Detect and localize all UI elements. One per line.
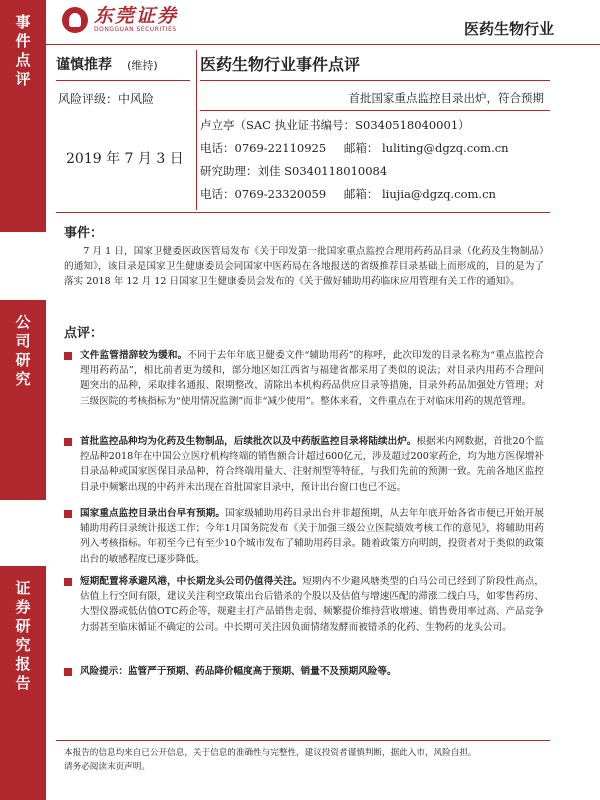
bullet-square-icon [64,578,72,586]
bullet-square-icon [64,668,72,676]
column-divider [196,50,197,210]
report-date: 2019 年 7 月 3 日 [66,151,184,167]
comment-bullet [64,434,544,495]
analyst-email-label: 邮箱： [343,141,379,155]
bullet-lead: 首批监控品种均为化药及生物制品，后续批次以及中药版监控目录将陆续出炉。 [80,436,417,447]
title-divider [200,80,550,81]
event-heading: 事件： [64,226,104,241]
company-logo [62,6,178,33]
report-subtitle: 首批国家重点监控目录出炉，符合预期 [348,91,544,105]
assistant-email-label: 邮箱： [343,187,379,201]
report-title: 医药生物行业事件点评 [200,55,361,74]
logo-name-cn: 东莞证券 [94,5,179,27]
analyst-email[interactable]: luliting@dgzq.com.cn [382,141,509,155]
sidebar-label: 证券研究报告 [13,580,32,694]
analyst-line-1: 卢立亭（SAC 执业证书编号：S0340518040001） [200,118,470,132]
sidebar-block-event-review [0,0,46,232]
comment-bullet [64,664,544,679]
read-notice: 请务必阅读末页声明。 [64,762,150,772]
assistant-email[interactable]: liujia@dgzq.com.cn [382,187,496,201]
bullet-square-icon [64,352,72,360]
bullet-text: 短期内不少避风塘类型的白马公司已经到了阶段性高点，估值上行空间有限，建议关注利空政策出台后错杀的个股以及估值与增速匹配的滞涨二线白马，如零售药房、大型仪器或低估值OTC药企等，规避主打产品销售走弱、频繁提价维持营收增速、销售费用率过高、产品竞争力弱甚至临床循证不确定的公司。中长期可关注因负面情绪发酵而被错杀的化药、生物药的龙头公司。 [80,576,545,633]
logo-icon [62,7,88,33]
disclaimer: 本报告的信息均来自已公开信息，关于信息的准确性与完整性，建议投资者谨慎判断，据此入市，风险自担。 [64,748,477,758]
risk-rating: 风险评级：中风险 [58,92,155,106]
bullet-text: 不同于去年年底卫健委文件“辅助用药”的称呼，此次印发的目录名称为“重点监控合理用药药品”，相比前者更为缓和，部分地区如江西省与福建省都采用了类似的说法；对目录内用药不合理问题突出的品种，采取排名通报、限期整改、清除出本机构药品供应目录等措施，目录外药品加强处方管理；对三级医院的考核指标为“使用情况监测”而非“减少使用”。整体来看，文件重点在于对临床用药的规范管理。 [80,350,544,407]
analyst-contact-2 [200,186,496,202]
footer [64,746,544,774]
info-divider [56,212,550,213]
sidebar-label: 事件点评 [13,14,32,90]
analyst-contact-1 [200,140,509,156]
header [46,0,600,44]
rating-value: 谨慎推荐 [56,57,112,73]
comment-bullet [64,506,544,567]
sidebar-block-securities-report [0,566,46,800]
bullet-square-icon [64,510,72,518]
analyst-phone: 电话：0769-22110925 [200,141,327,155]
bullet-square-icon [64,438,72,446]
bullet-lead: 国家重点监控目录出台早有预期。 [80,508,226,519]
comment-bullet [64,348,544,409]
comment-bullet [64,574,544,635]
rating-divider [56,80,190,81]
bullet-lead: 短期配置将承避风港，中长期龙头公司仍值得关注。 [80,576,303,587]
assistant-phone: 电话：0769-23320059 [200,187,327,201]
header-divider [46,44,600,45]
rating [56,54,158,74]
sidebar-label: 公司研究 [13,314,32,390]
assistant-line: 研究助理：刘佳 S0340118010084 [200,164,388,178]
sidebar [0,0,46,800]
risk-warning: 风险提示：监管严于预期、药品降价幅度高于预期、销量不及预期风险等。 [80,666,397,677]
footer-divider [56,740,550,741]
rating-note: (维持) [127,59,158,72]
bullet-lead: 文件监管措辞较为缓和。 [80,350,188,361]
bullet-text: 国家级辅助用药目录出台并非超预期，从去年年底开始各省市便已开始开展辅助用药目录统计报送工作；今年1月国务院发布《关于加强三级公立医院绩效考核工作的意见》，将辅助用药列入考核指标。年初至今已有至少10个城市发布了辅助用药目录。随着政策方向明朗，投资者对于类似的政策出台的敏感程度已逐步降低。 [80,508,545,565]
subtitle-divider [200,110,550,111]
logo-name-en: DONGGUAN SECURITIES [94,26,177,33]
bullet-text: 根据米内网数据，首批20个监控品种2018年在中国公立医疗机构终端的销售额合计超过600亿元，涉及超过200家药企，均为地方医保增补目录品种或国家医保目录品种，符合终端用量大、注射剂型等特征，与我们先前的预测一致。先前各地区监控目录中频繁出现的中药并未出现在首批国家目录中，预计出台窗口也已不远。 [80,436,544,493]
event-text: 7 月 1 日，国家卫健委医政医管局发布《关于印发第一批国家重点监控合理用药药品目录（化药及生物制品）的通知》，该目录是国家卫生健康委员会同国家中医药局在各地报送的省级推荐目录基础上而形成的，目的是为了落实 2018 年 12 月 12 日国家卫生健康委员会发布的《关于做好辅助用药临床应用管理有关工作的通知》。 [64,246,544,287]
comment-heading: 点评： [64,326,104,341]
sidebar-block-company-research [0,300,46,500]
industry-label: 医药生物行业 [463,20,554,38]
